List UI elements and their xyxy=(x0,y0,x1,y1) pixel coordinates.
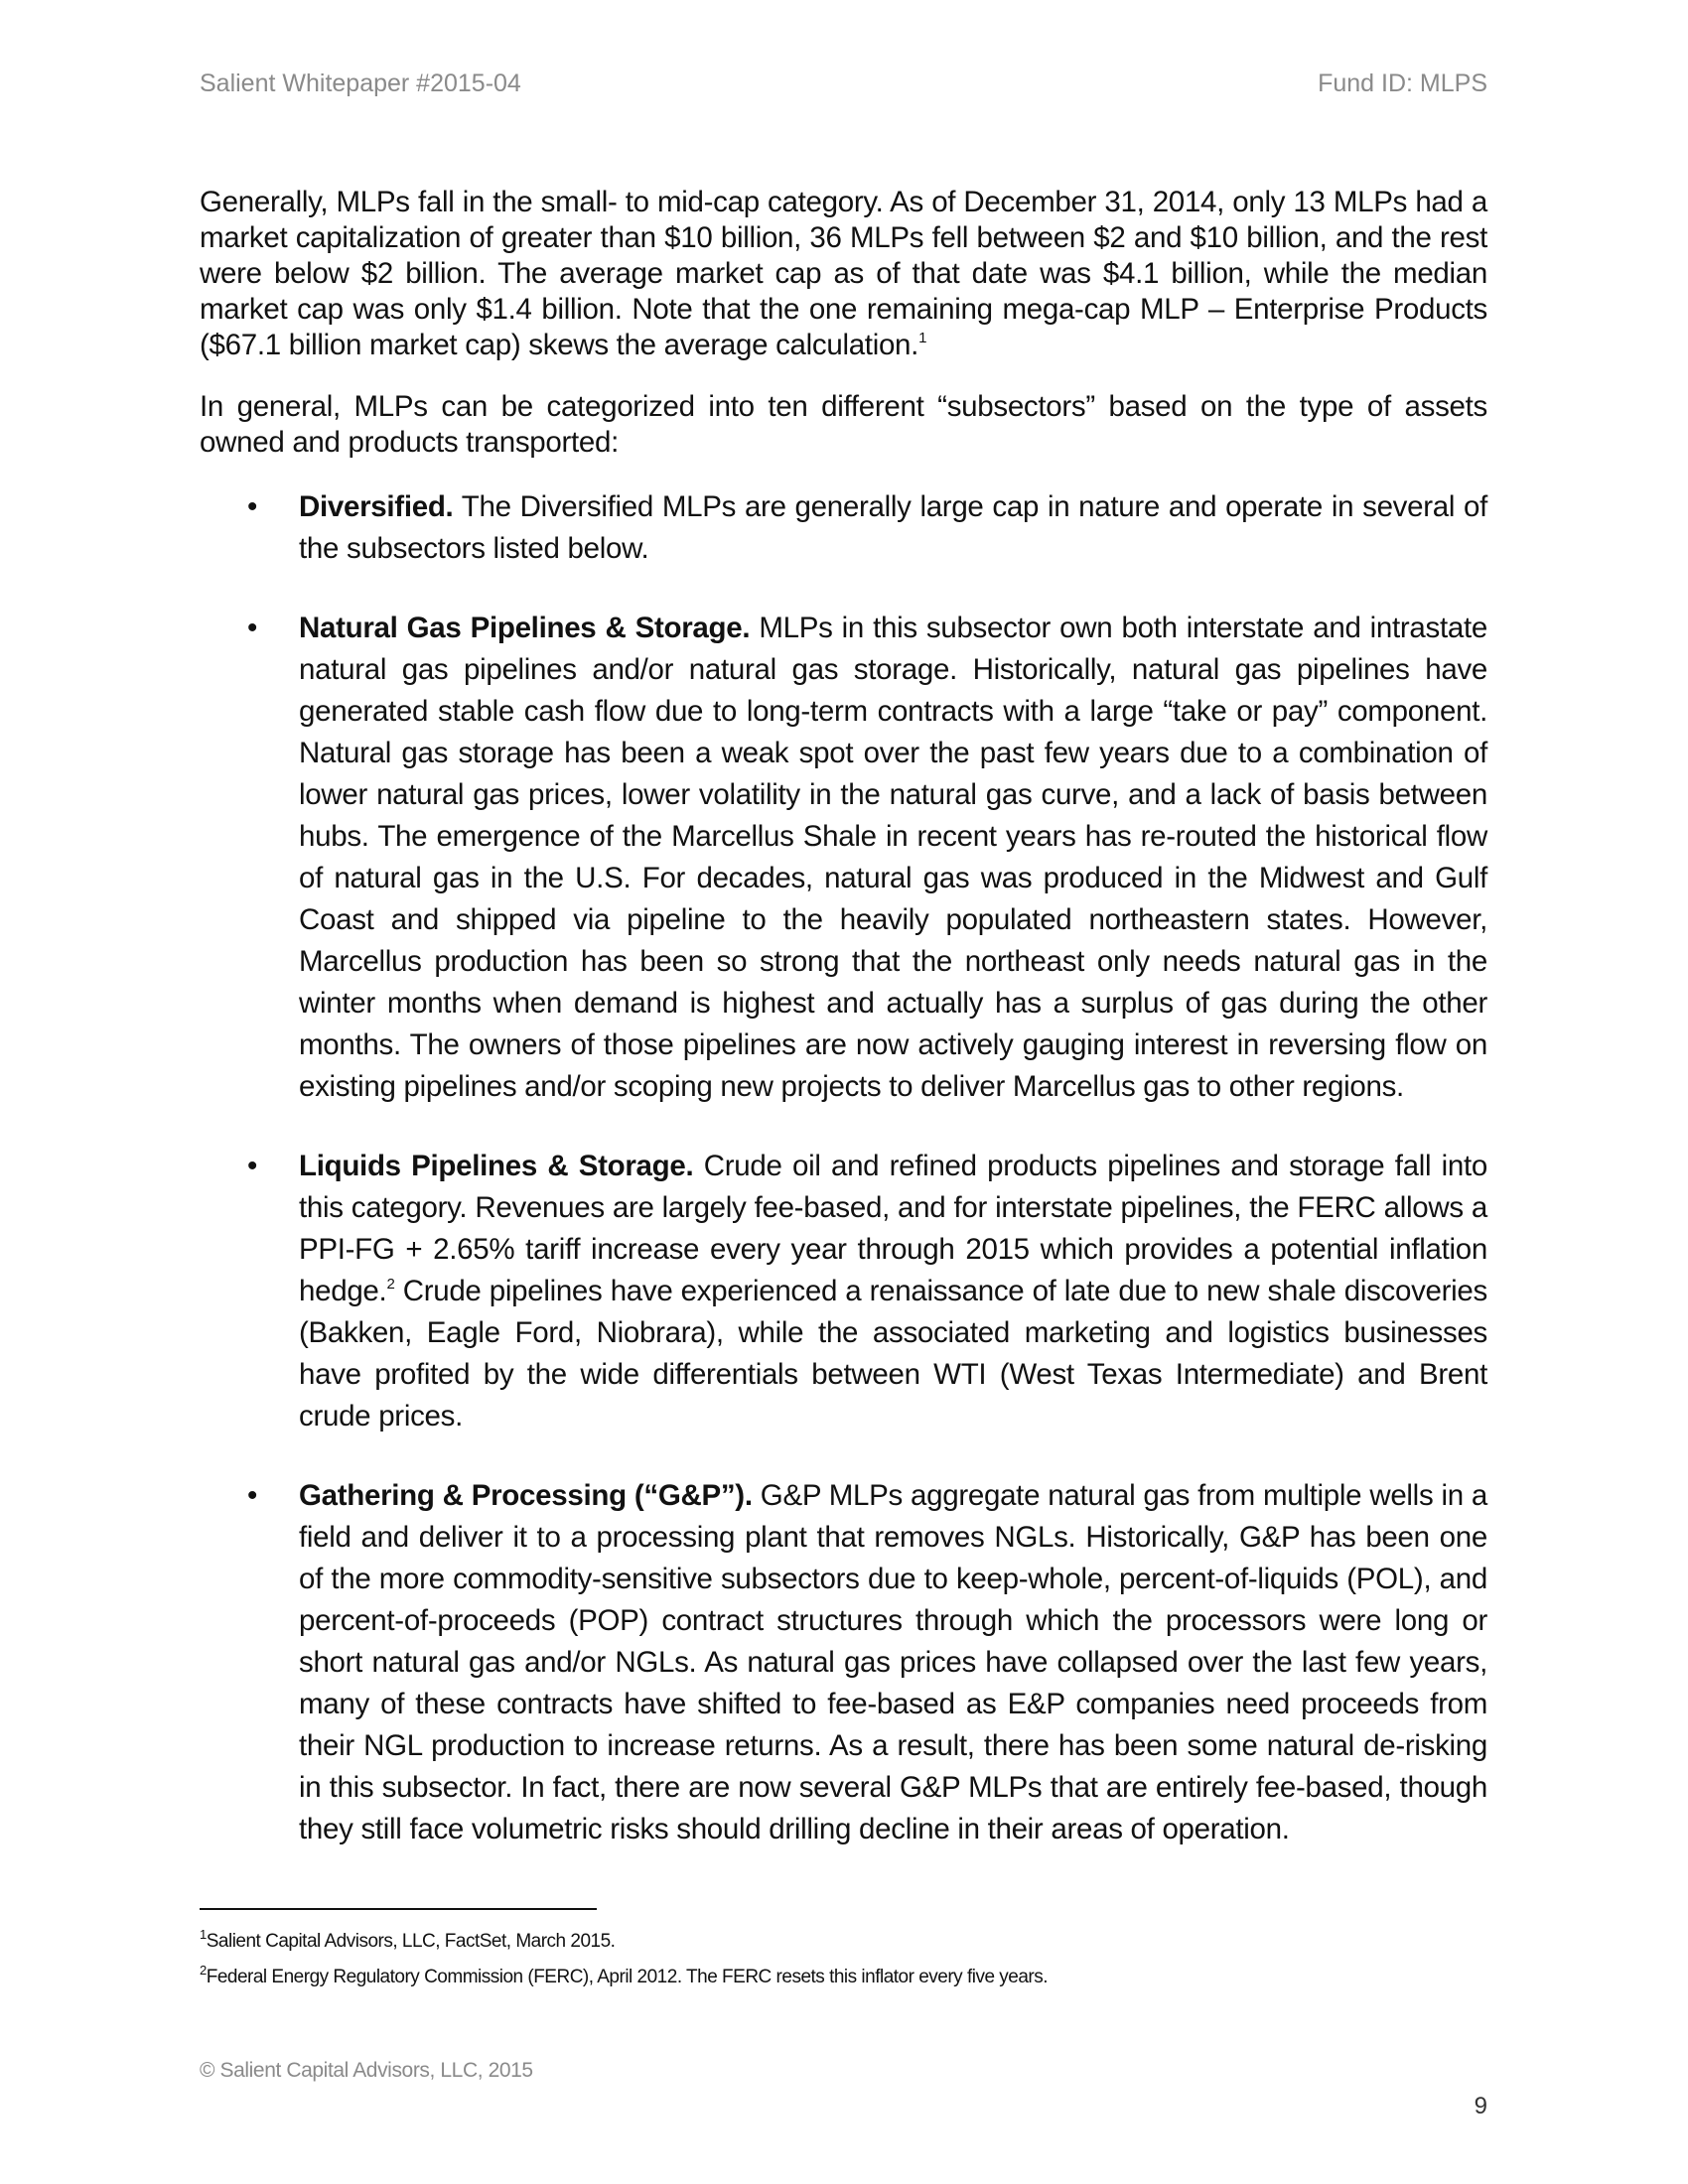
footer-copyright: © Salient Capital Advisors, LLC, 2015 xyxy=(200,2059,533,2082)
subsector-text-continued: Crude pipelines have experienced a renaissance of late due to new shale discoveries (Bakken, Eagle Ford, Niobrara), while the associated marketing and logistics businesses have profited by the wide differentials between WTI (West Texas Intermediate) and Brent crude prices. xyxy=(299,1275,1487,1433)
footnote-divider xyxy=(200,1908,597,1910)
bullet-icon: • xyxy=(247,1479,258,1512)
list-item xyxy=(200,608,1487,1108)
paragraph-text: Generally, MLPs fall in the small- to mid-cap category. As of December 31, 2014, only 13 MLPs had a market capitalization of greater than $10 billion, 36 MLPs fell between $2 and $10 billion, and the rest were below $2 billion. The average market cap as of that date was $4.1 billion, while the median market cap was only $1.4 billion. Note that the one remaining mega-cap MLP – Enterprise Products ($67.1 billion market cap) skews the average calculation. xyxy=(200,186,1487,361)
subsector-title: Gathering & Processing (“G&P”). xyxy=(299,1479,753,1512)
footnote-text: Salient Capital Advisors, LLC, FactSet, March 2015. xyxy=(206,1931,616,1952)
list-item xyxy=(200,1146,1487,1437)
subsector-text: The Diversified MLPs are generally large cap in nature and operate in several of the subsectors listed below. xyxy=(299,490,1487,565)
paragraph-market-cap xyxy=(200,185,1487,363)
subsector-title: Diversified. xyxy=(299,490,454,523)
subsector-title: Natural Gas Pipelines & Storage. xyxy=(299,612,751,644)
footnotes xyxy=(200,1924,1048,1995)
subsector-list xyxy=(200,486,1487,1850)
subsector-text: Crude oil and refined products pipelines and storage fall into this category. Revenues are largely fee-based, and for interstate pipelines, the FERC allows a PPI-FG + 2.65% tariff increase every year through 2015 which provides a potential inflation hedge. xyxy=(299,1150,1487,1307)
bullet-icon: • xyxy=(247,1150,258,1182)
paragraph-subsectors-intro: In general, MLPs can be categorized into ten different “subsectors” based on the type of assets owned and products transported: xyxy=(200,390,1487,459)
footnote-ref[interactable]: 1 xyxy=(918,330,927,346)
bullet-icon: • xyxy=(247,490,258,523)
list-item xyxy=(200,1475,1487,1850)
subsector-text: G&P MLPs aggregate natural gas from multiple wells in a field and deliver it to a processing plant that removes NGLs. Historically, G&P has been one of the more commodity-sensitive subsectors due to keep-whole, percent-of-liquids (POL), and percent-of-proceeds (POP) contract structures through which the processors were long or short natural gas and/or NGLs. As natural gas prices have collapsed over the last few years, many of these contracts have shifted to fee-based as E&P companies need proceeds from their NGL production to increase returns. As a result, there has been some natural de-risking in this subsector. In fact, there are now several G&P MLPs that are entirely fee-based, though they still face volumetric risks should drilling decline in their areas of operation. xyxy=(299,1479,1487,1845)
document-body xyxy=(200,185,1487,1888)
subsector-title: Liquids Pipelines & Storage. xyxy=(299,1150,694,1182)
bullet-icon: • xyxy=(247,612,258,644)
footnote-item xyxy=(200,1924,1048,1960)
footnote-ref[interactable]: 2 xyxy=(386,1276,395,1293)
subsector-text: MLPs in this subsector own both interstate and intrastate natural gas pipelines and/or natural gas storage. Historically, natural gas pipelines have generated stable cash flow due to long-term contracts with a large “take or pay” component. Natural gas storage has been a weak spot over the past few years due to a combination of lower natural gas prices, lower volatility in the natural gas curve, and a lack of basis between hubs. The emergence of the Marcellus Shale in recent years has re-routed the historical flow of natural gas in the U.S. For decades, natural gas was produced in the Midwest and Gulf Coast and shipped via pipeline to the heavily populated northeastern states. However, Marcellus production has been so strong that the northeast only needs natural gas in the winter months when demand is highest and actually has a surplus of gas during the other months. The owners of those pipelines are now actively gauging interest in reversing flow on existing pipelines and/or scoping new projects to deliver Marcellus gas to other regions. xyxy=(299,612,1487,1103)
footnote-number: 1 xyxy=(200,1927,207,1942)
footnote-item xyxy=(200,1960,1048,1995)
page-number: 9 xyxy=(1474,2093,1487,2119)
footnote-text: Federal Energy Regulatory Commission (FERC), April 2012. The FERC resets this inflator every five years. xyxy=(206,1967,1049,1987)
list-item xyxy=(200,486,1487,570)
header-left-title: Salient Whitepaper #2015-04 xyxy=(200,69,521,97)
footnote-number: 2 xyxy=(200,1963,207,1978)
header-fund-id: Fund ID: MLPS xyxy=(1318,69,1487,97)
